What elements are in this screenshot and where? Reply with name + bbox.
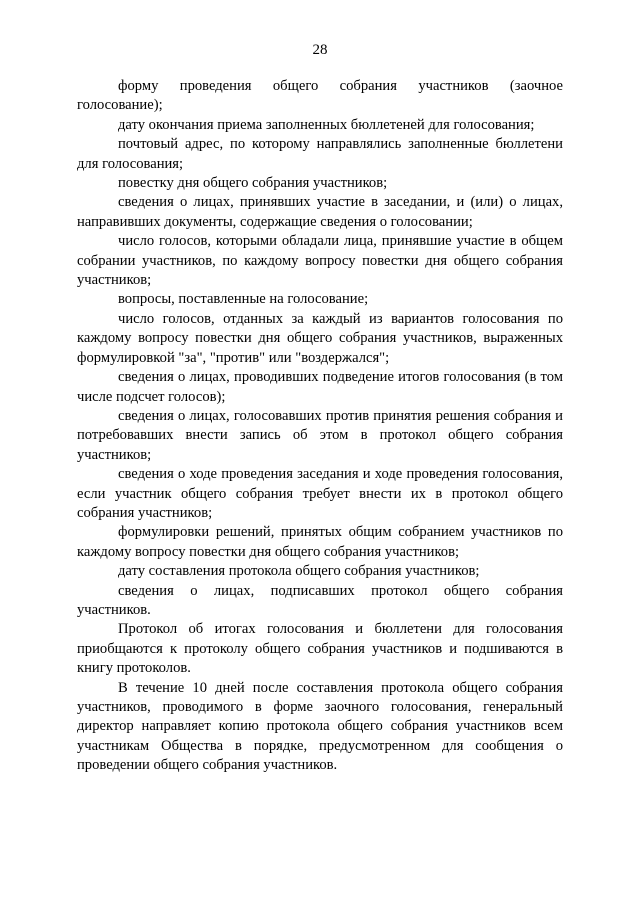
paragraph: число голосов, которыми обладали лица, принявшие участие в общем собрании участников, по каждому вопросу повестки дня общего собрания участников; <box>77 233 563 289</box>
paragraph: сведения о лицах, проводивших подведение итогов голосования (в том числе подсчет голосов); <box>77 369 563 405</box>
paragraph: формулировки решений, принятых общим собранием участников по каждому вопросу повестки дня общего собрания участников; <box>77 524 563 560</box>
paragraph: форму проведения общего собрания участников (заочное голосование); <box>77 78 563 114</box>
paragraph: дату составления протокола общего собрания участников; <box>118 563 480 580</box>
paragraph: В течение 10 дней после составления протокола общего собрания участников, проводимого в форме заочного голосования, генеральный директор направляет копию протокола общего собрания участников всем участникам Общества в порядке, предусмотренном для сообщения о проведении общего собрания участников. <box>77 679 563 774</box>
paragraph: число голосов, отданных за каждый из вариантов голосования по каждому вопросу повестки дня общего собрания участников, выраженных формулировкой "за", "против" или "воздержался"; <box>77 310 563 366</box>
paragraph: сведения о лицах, подписавших протокол общего собрания участников. <box>77 582 563 618</box>
paragraph: почтовый адрес, по которому направлялись заполненные бюллетени для голосования; <box>77 136 563 172</box>
paragraph: вопросы, поставленные на голосование; <box>118 291 369 308</box>
paragraph: сведения о лицах, принявших участие в заседании, и (или) о лицах, направивших документы, содержащие сведения о голосовании; <box>77 194 563 230</box>
paragraph: Протокол об итогах голосования и бюллетени для голосования приобщаются к протоколу общего собрания участников и подшиваются в книгу протоколов. <box>77 621 563 677</box>
page-number: 28 <box>312 42 328 58</box>
paragraph: сведения о ходе проведения заседания и ходе проведения голосования, если участник общего собрания требует внести их в протокол общего собрания участников; <box>77 466 563 521</box>
paragraph: повестку дня общего собрания участников; <box>118 175 388 192</box>
paragraph: сведения о лицах, голосовавших против принятия решения собрания и потребовавших внести запись об этом в протокол общего собрания участников; <box>77 407 563 463</box>
document-body <box>77 77 563 776</box>
paragraph: дату окончания приема заполненных бюллетеней для голосования; <box>118 116 535 133</box>
